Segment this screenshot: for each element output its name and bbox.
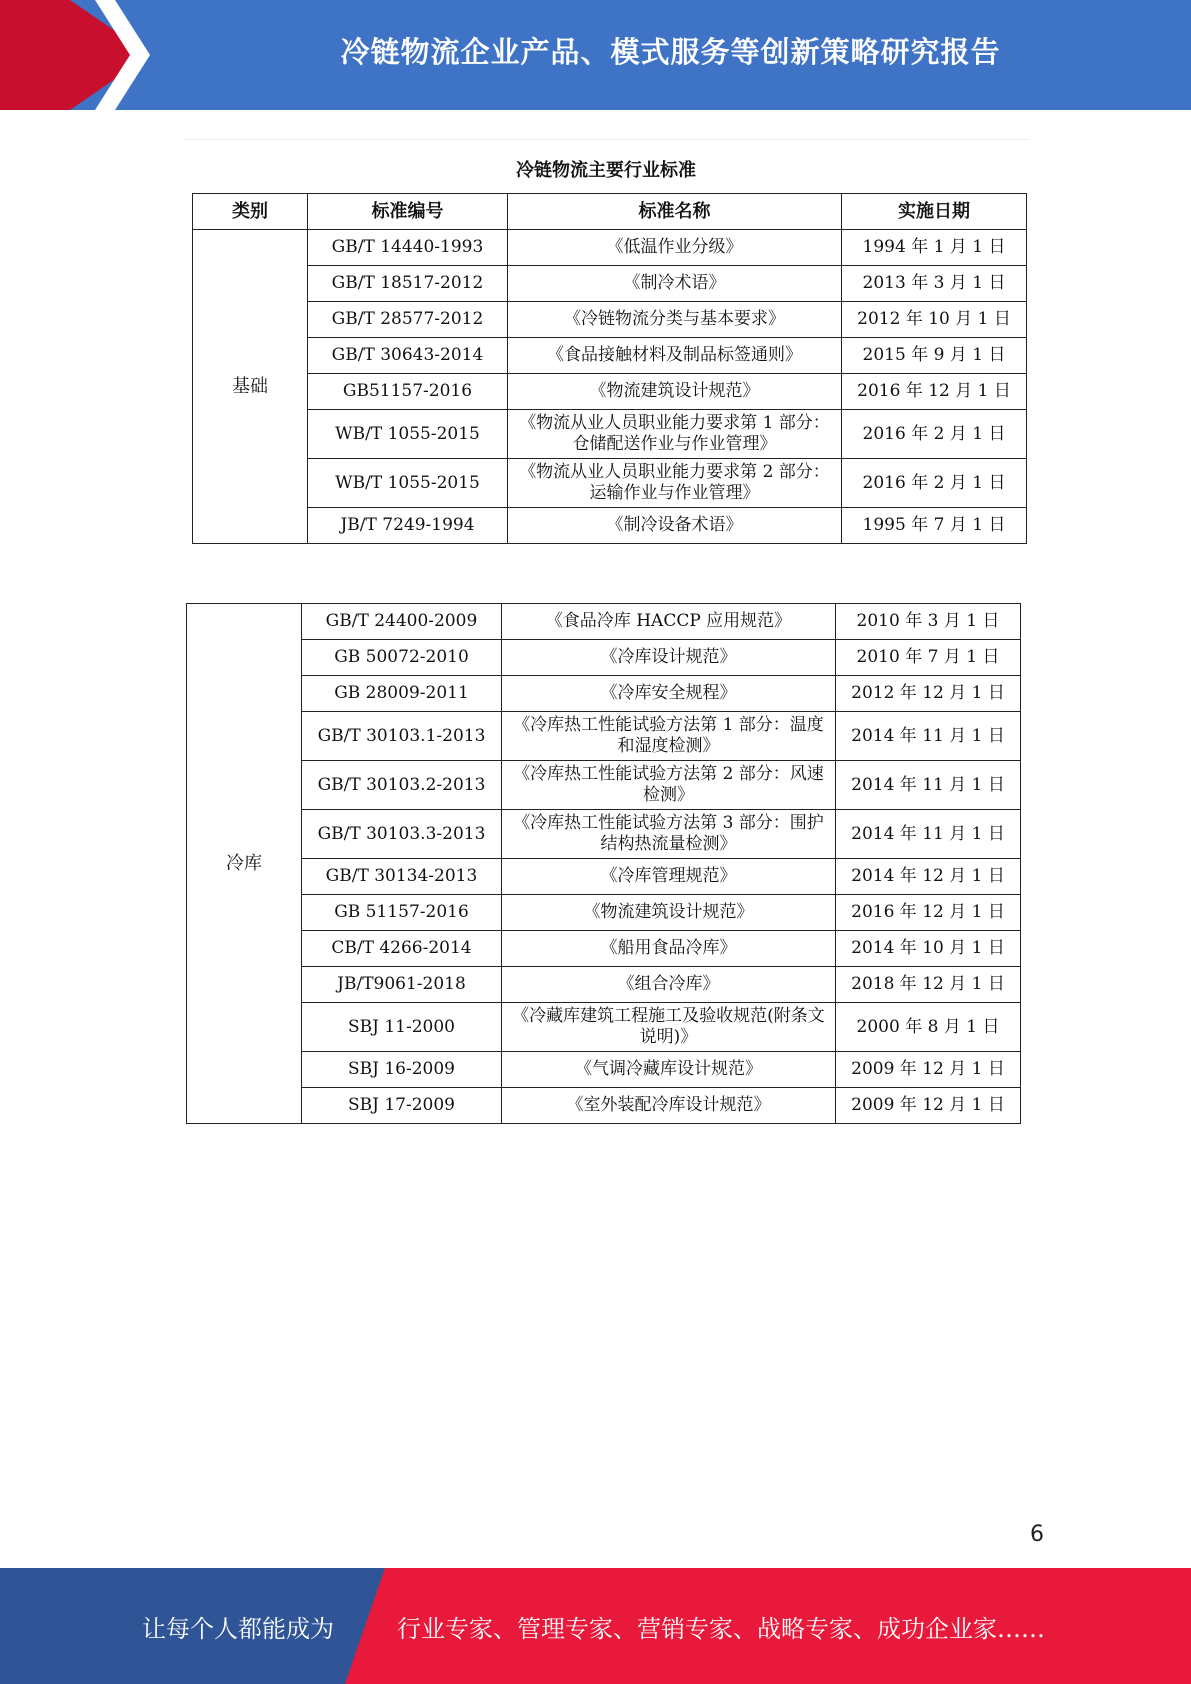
date-cell: 2014 年 10 月 1 日 (836, 931, 1021, 967)
divider (183, 139, 1029, 140)
report-title: 冷链物流企业产品、模式服务等创新策略研究报告 (340, 34, 1001, 69)
name-cell: 《低温作业分级》 (508, 230, 842, 266)
name-cell: 《食品接触材料及制品标签通则》 (508, 338, 842, 374)
date-cell: 2014 年 11 月 1 日 (836, 712, 1021, 761)
table-row (187, 810, 1021, 859)
date-cell: 2018 年 12 月 1 日 (836, 967, 1021, 1003)
table-row (187, 895, 1021, 931)
date-cell: 1995 年 7 月 1 日 (842, 508, 1027, 544)
table-row (187, 761, 1021, 810)
table-row (193, 374, 1027, 410)
code-cell: WB/T 1055-2015 (308, 410, 508, 459)
footer-slogan-left: 让每个人都能成为 (142, 1614, 334, 1643)
category-cell: 基础 (193, 230, 308, 544)
table-row (187, 931, 1021, 967)
code-cell: JB/T 7249-1994 (308, 508, 508, 544)
table-row (193, 338, 1027, 374)
name-cell: 《物流从业人员职业能力要求第 2 部分：运输作业与作业管理》 (508, 459, 842, 508)
code-cell: GB/T 30134-2013 (302, 859, 502, 895)
code-cell: GB 28009-2011 (302, 676, 502, 712)
code-cell: SBJ 11-2000 (302, 1003, 502, 1052)
code-cell: GB51157-2016 (308, 374, 508, 410)
code-cell: GB/T 30103.3-2013 (302, 810, 502, 859)
name-cell: 《制冷术语》 (508, 266, 842, 302)
table-row (193, 230, 1027, 266)
table-row (187, 712, 1021, 761)
table-row (187, 676, 1021, 712)
date-cell: 2014 年 12 月 1 日 (836, 859, 1021, 895)
footer-banner (0, 1568, 1191, 1684)
date-cell: 2009 年 12 月 1 日 (836, 1052, 1021, 1088)
code-cell: GB/T 30643-2014 (308, 338, 508, 374)
code-cell: GB/T 24400-2009 (302, 604, 502, 640)
table-row (187, 604, 1021, 640)
date-cell: 2016 年 12 月 1 日 (836, 895, 1021, 931)
name-cell: 《物流建筑设计规范》 (502, 895, 836, 931)
date-cell: 2012 年 12 月 1 日 (836, 676, 1021, 712)
date-cell: 2000 年 8 月 1 日 (836, 1003, 1021, 1052)
code-cell: GB 51157-2016 (302, 895, 502, 931)
date-cell: 2014 年 11 月 1 日 (836, 761, 1021, 810)
table-row (187, 1088, 1021, 1124)
name-cell: 《船用食品冷库》 (502, 931, 836, 967)
date-cell: 1994 年 1 月 1 日 (842, 230, 1027, 266)
code-cell: GB/T 14440-1993 (308, 230, 508, 266)
date-cell: 2010 年 7 月 1 日 (836, 640, 1021, 676)
column-header-category: 类别 (193, 194, 308, 230)
code-cell: GB 50072-2010 (302, 640, 502, 676)
name-cell: 《冷库热工性能试验方法第 1 部分：温度和湿度检测》 (502, 712, 836, 761)
table-row (193, 266, 1027, 302)
date-cell: 2012 年 10 月 1 日 (842, 302, 1027, 338)
table-row (193, 302, 1027, 338)
name-cell: 《冷库安全规程》 (502, 676, 836, 712)
table-row (187, 859, 1021, 895)
standards-table-basic (192, 193, 1027, 544)
table-row (187, 967, 1021, 1003)
code-cell: GB/T 30103.2-2013 (302, 761, 502, 810)
table-row (193, 459, 1027, 508)
page-number: 6 (1030, 1522, 1044, 1547)
name-cell: 《冷库热工性能试验方法第 3 部分：围护结构热流量检测》 (502, 810, 836, 859)
footer-slogan-right: 行业专家、管理专家、营销专家、战略专家、成功企业家…… (397, 1614, 1045, 1643)
header-banner (0, 0, 1191, 110)
date-cell: 2016 年 2 月 1 日 (842, 459, 1027, 508)
date-cell: 2016 年 2 月 1 日 (842, 410, 1027, 459)
table-row (193, 508, 1027, 544)
code-cell: WB/T 1055-2015 (308, 459, 508, 508)
date-cell: 2010 年 3 月 1 日 (836, 604, 1021, 640)
name-cell: 《组合冷库》 (502, 967, 836, 1003)
code-cell: GB/T 30103.1-2013 (302, 712, 502, 761)
name-cell: 《冷库管理规范》 (502, 859, 836, 895)
name-cell: 《物流建筑设计规范》 (508, 374, 842, 410)
date-cell: 2013 年 3 月 1 日 (842, 266, 1027, 302)
date-cell: 2015 年 9 月 1 日 (842, 338, 1027, 374)
code-cell: SBJ 16-2009 (302, 1052, 502, 1088)
name-cell: 《室外装配冷库设计规范》 (502, 1088, 836, 1124)
code-cell: CB/T 4266-2014 (302, 931, 502, 967)
name-cell: 《食品冷库 HACCP 应用规范》 (502, 604, 836, 640)
table-row (193, 410, 1027, 459)
standards-table-cold-storage (186, 603, 1021, 1124)
date-cell: 2016 年 12 月 1 日 (842, 374, 1027, 410)
name-cell: 《冷库热工性能试验方法第 2 部分：风速检测》 (502, 761, 836, 810)
code-cell: GB/T 28577-2012 (308, 302, 508, 338)
code-cell: GB/T 18517-2012 (308, 266, 508, 302)
table-row (187, 1003, 1021, 1052)
table-row (187, 640, 1021, 676)
name-cell: 《冷库设计规范》 (502, 640, 836, 676)
column-header-code: 标准编号 (308, 194, 508, 230)
table-title: 冷链物流主要行业标准 (516, 160, 696, 181)
name-cell: 《制冷设备术语》 (508, 508, 842, 544)
name-cell: 《物流从业人员职业能力要求第 1 部分：仓储配送作业与作业管理》 (508, 410, 842, 459)
date-cell: 2014 年 11 月 1 日 (836, 810, 1021, 859)
category-cell: 冷库 (187, 604, 302, 1124)
table-header-row (193, 194, 1027, 230)
name-cell: 《气调冷藏库设计规范》 (502, 1052, 836, 1088)
date-cell: 2009 年 12 月 1 日 (836, 1088, 1021, 1124)
name-cell: 《冷链物流分类与基本要求》 (508, 302, 842, 338)
column-header-date: 实施日期 (842, 194, 1027, 230)
column-header-name: 标准名称 (508, 194, 842, 230)
code-cell: SBJ 17-2009 (302, 1088, 502, 1124)
name-cell: 《冷藏库建筑工程施工及验收规范(附条文说明)》 (502, 1003, 836, 1052)
table-row (187, 1052, 1021, 1088)
code-cell: JB/T9061-2018 (302, 967, 502, 1003)
